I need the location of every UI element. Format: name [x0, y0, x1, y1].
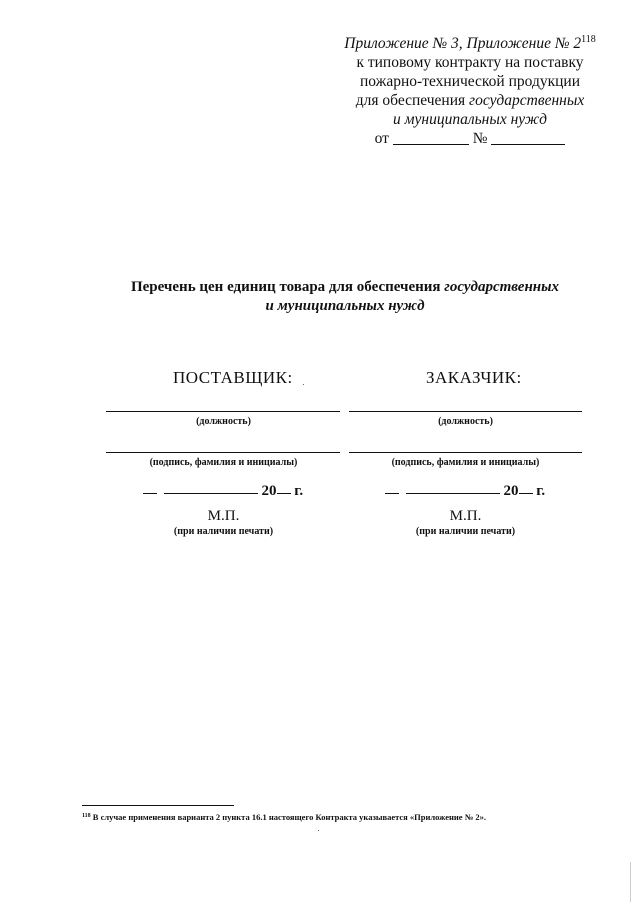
title-plain: Перечень цен единиц товара для обеспечения	[130, 279, 445, 295]
customer-seal-note: (при наличии печати)	[415, 526, 516, 537]
footnote-text: В случае применения варианта 2 пункта 16.1 настоящего Контракта указывается «Приложение № 2».	[90, 812, 486, 822]
number-blank	[491, 130, 565, 145]
customer-position-caption: (должность)	[438, 416, 493, 427]
number-label: №	[472, 130, 488, 147]
customer-day-blank	[385, 480, 399, 494]
supplier-position-line	[106, 411, 340, 412]
appendix-header	[330, 34, 610, 148]
appendix-date-number-line	[330, 129, 610, 148]
supplier-signature-caption: (подпись, фамилия и инициалы)	[149, 457, 298, 468]
supplier-position-caption: (должность)	[196, 416, 251, 427]
customer-month-blank	[406, 480, 500, 494]
scan-speck	[303, 384, 304, 385]
appendix-line-5: и муниципальных нужд	[392, 111, 548, 128]
document-title	[100, 278, 590, 316]
appendix-footnote-mark: 118	[581, 34, 596, 45]
supplier-year-prefix: 20	[261, 483, 277, 499]
customer-year-blank	[519, 480, 533, 494]
title-line-2: и муниципальных нужд	[265, 298, 425, 314]
date-blank	[393, 130, 469, 145]
customer-signature-line	[349, 452, 582, 453]
customer-seal-label: М.П.	[449, 508, 482, 524]
footnote-separator	[82, 805, 234, 806]
appendix-line-4	[330, 91, 610, 110]
from-label: от	[374, 130, 389, 147]
footnote-mark: 118	[82, 813, 91, 819]
appendix-line-4-plain: для обеспечения	[355, 92, 470, 109]
supplier-seal-note: (при наличии печати)	[173, 526, 274, 537]
customer-year-prefix: 20	[503, 483, 519, 499]
title-italic: государственных	[444, 279, 560, 295]
appendix-line-4-italic: государственных	[469, 92, 585, 109]
supplier-year-blank	[277, 480, 291, 494]
scan-edge	[630, 862, 631, 902]
supplier-seal-label: М.П.	[207, 508, 240, 524]
supplier-date-line	[143, 480, 303, 500]
footnote	[82, 812, 486, 822]
supplier-month-blank	[164, 480, 258, 494]
customer-year-suffix: г.	[536, 483, 546, 499]
customer-position-line	[349, 411, 582, 412]
scan-speck	[318, 830, 319, 831]
customer-heading: ЗАКАЗЧИК:	[426, 368, 522, 387]
customer-date-line	[385, 480, 545, 500]
title-line-1	[100, 278, 590, 297]
supplier-heading: ПОСТАВЩИК:	[173, 368, 293, 387]
supplier-year-suffix: г.	[294, 483, 304, 499]
appendix-line-3: пожарно-технической продукции	[360, 73, 580, 90]
supplier-signature-line	[106, 452, 340, 453]
customer-signature-caption: (подпись, фамилия и инициалы)	[391, 457, 540, 468]
appendix-line-2: к типовому контракту на поставку	[356, 54, 584, 71]
supplier-day-blank	[143, 480, 157, 494]
appendix-title-line	[330, 34, 610, 53]
appendix-number: Приложение № 3, Приложение № 2	[344, 35, 582, 52]
